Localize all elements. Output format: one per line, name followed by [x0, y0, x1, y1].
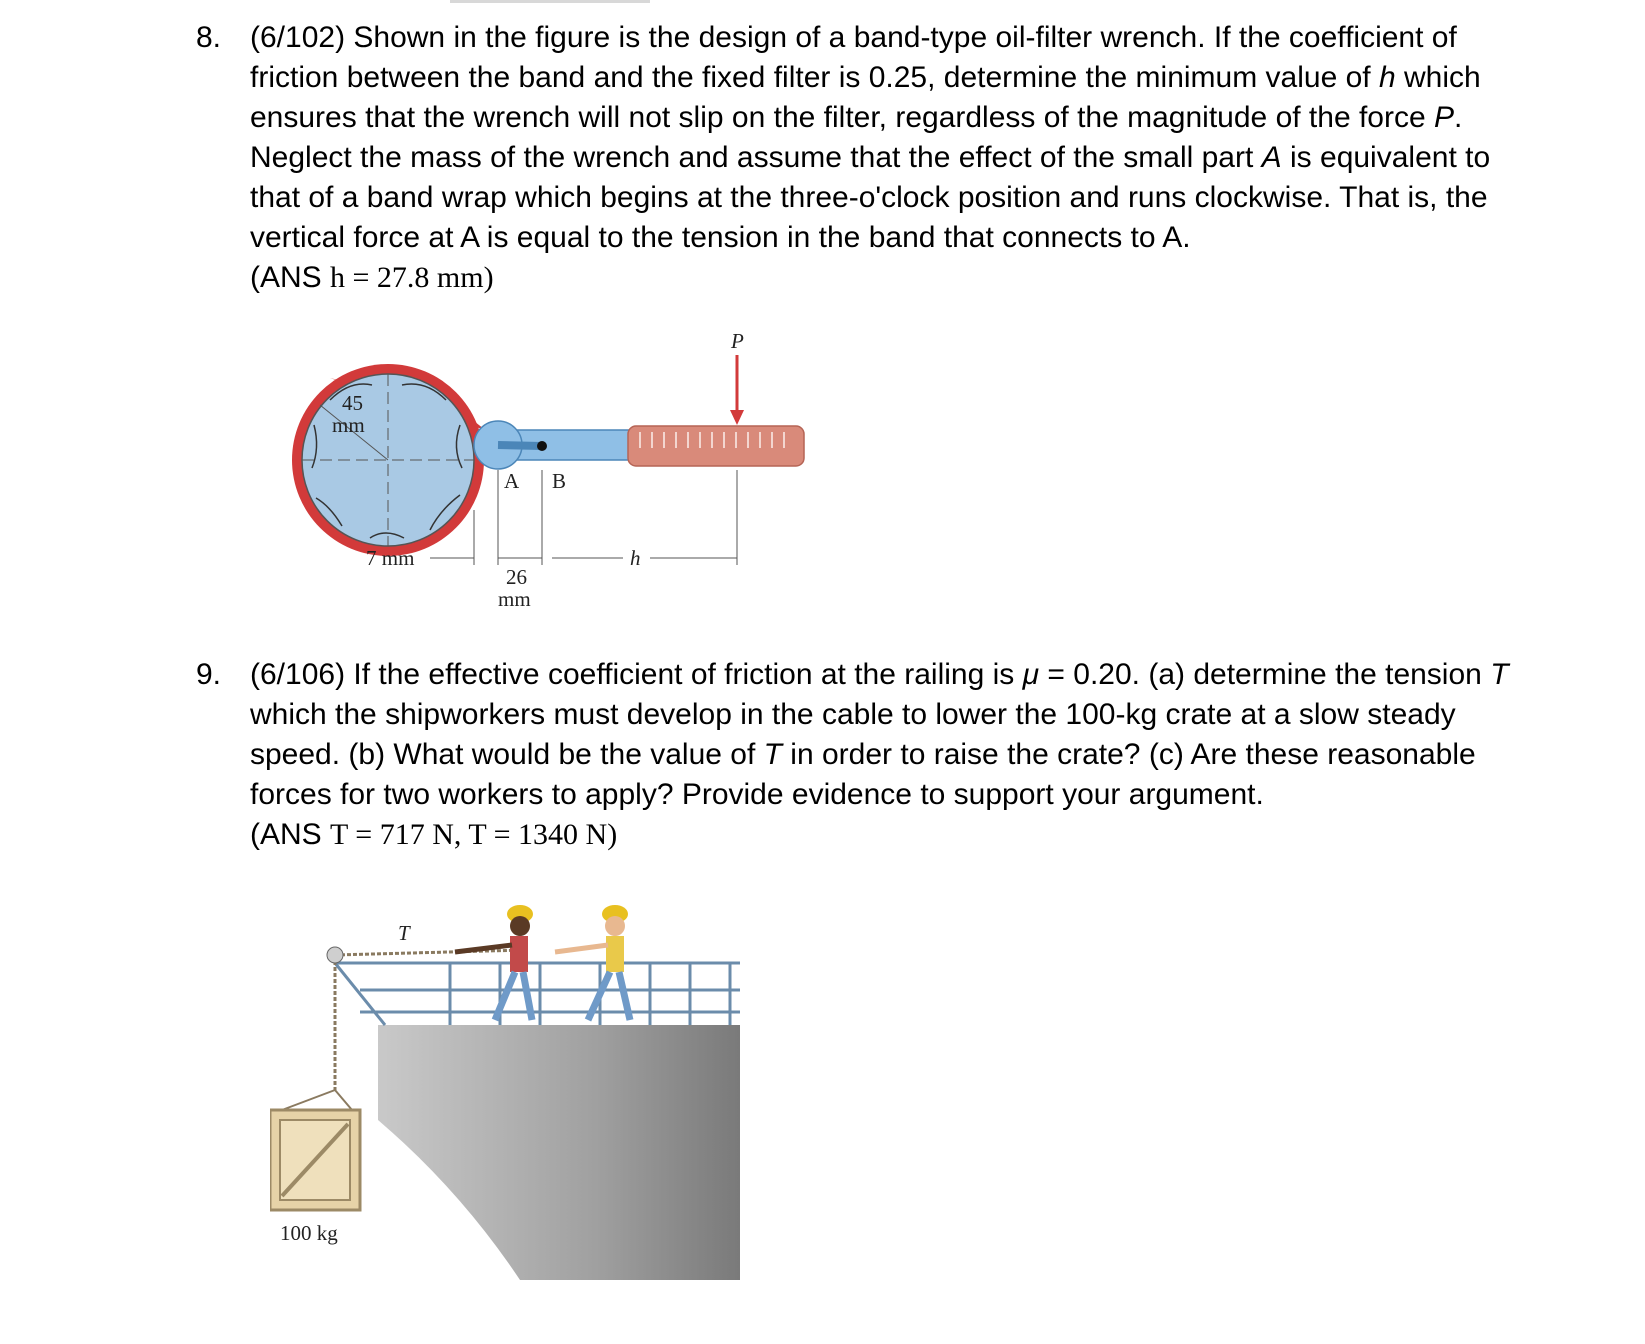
label-P: P: [731, 330, 744, 353]
problem-8: [196, 18, 1526, 318]
label-45: 45: [342, 391, 363, 415]
label-26: 26: [506, 565, 527, 589]
problem-8-text: (6/102) Shown in the figure is the design of a band-type oil-filter wrench. If the coefficient of friction between the band and the fixed filter is 0.25, determine the minimum value of h which ensures that the wrench will not slip on the filter, regardless of the magnitude of the force P. Neglect the mass of the wrench and assume that the effect of the small part A is equivalent to that of a band wrap which begins at the three-o'clock position and runs clockwise. That is, the vertical force at A is equal to the tension in the band that connects to A. (ANS h = 27.8 mm): [250, 18, 1520, 298]
var-T-2: T: [763, 738, 782, 771]
link-AB: [498, 445, 542, 446]
label-100kg: 100 kg: [280, 1221, 338, 1245]
force-P-arrowhead: [730, 410, 744, 425]
crate: [270, 1090, 360, 1210]
label-45-unit: mm: [332, 413, 365, 437]
oil-filter-wrench-figure: [290, 330, 850, 640]
var-A: A: [1261, 141, 1282, 174]
label-26-unit: mm: [498, 587, 531, 611]
ship-hull: [378, 1025, 740, 1280]
top-edge-line: [450, 0, 650, 3]
handle-grip: [628, 426, 804, 466]
label-7mm: 7 mm: [366, 546, 415, 570]
var-h: h: [1378, 61, 1396, 94]
label-h: h: [630, 546, 641, 570]
problem-8-number: 8.: [196, 21, 222, 54]
problem-9-answer: (ANS T = 717 N, T = 1340 N): [250, 818, 618, 851]
var-P: P: [1434, 101, 1455, 134]
var-mu: μ: [1022, 658, 1040, 691]
label-T: T: [398, 921, 410, 945]
label-B: B: [552, 469, 567, 493]
railing-corner: [327, 947, 343, 963]
problem-9-text: (6/106) If the effective coefficient of friction at the railing is μ = 0.20. (a) determine the tension T which the shipworkers must develop in the cable to lower the 100-kg crate at a slow steady speed. (b) What would be the value of T in order to raise the crate? (c) Are these reasonable forces for two workers to apply? Provide evidence to support your argument. (ANS T = 717 N, T = 1340 N): [250, 655, 1520, 855]
problem-9: [196, 655, 1526, 895]
ship-crate-figure: [270, 890, 750, 1290]
railing: [335, 963, 740, 1025]
problem-9-number: 9.: [196, 658, 222, 691]
problem-8-answer: (ANS h = 27.8 mm): [250, 261, 494, 294]
var-T: T: [1490, 658, 1509, 691]
pin-B: [537, 441, 547, 451]
label-A: A: [504, 469, 520, 493]
